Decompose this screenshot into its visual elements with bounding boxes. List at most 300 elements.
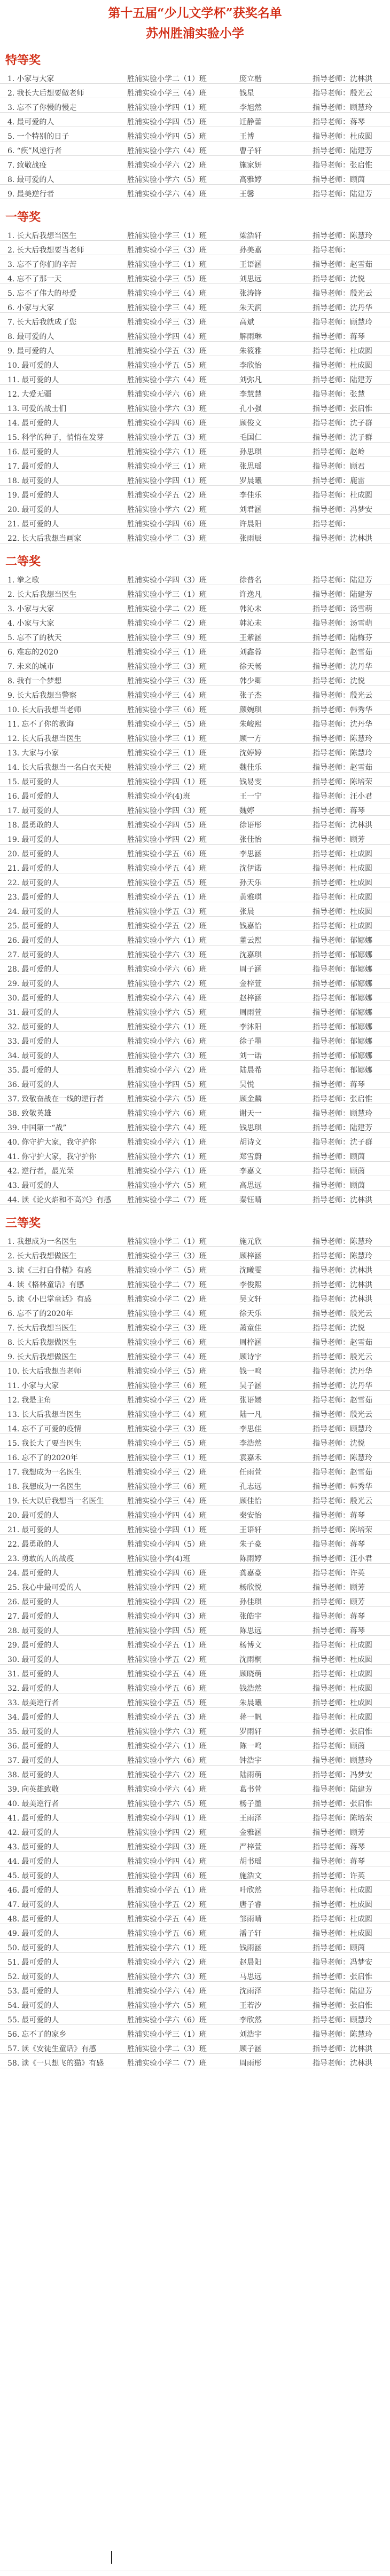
award-entry bbox=[0, 257, 390, 271]
entry-number: 19. bbox=[7, 1497, 20, 1506]
entry-work-title: 最可爱的人 bbox=[21, 922, 59, 931]
entry-teacher: 指导老师：郁娜娜 bbox=[313, 951, 372, 959]
entry-teacher: 指导老师：蒋琴 bbox=[313, 1081, 365, 1089]
entry-rule bbox=[0, 1419, 390, 1420]
entry-rule bbox=[0, 1664, 390, 1665]
entry-title bbox=[7, 2058, 104, 2068]
section-heading: 特等奖 bbox=[5, 53, 41, 67]
entry-teacher: 指导老师：张启惟 bbox=[313, 2002, 372, 2010]
entry-title bbox=[7, 102, 76, 113]
entry-title bbox=[7, 1093, 104, 1104]
entry-number: 39. bbox=[7, 1785, 20, 1794]
entry-teacher: 指导老师：陆梅芬 bbox=[313, 634, 372, 642]
entry-number: 26. bbox=[7, 1598, 20, 1606]
entry-school: 胜浦实验小学六（1）班 bbox=[127, 1023, 207, 1031]
entry-school: 胜浦实验小学六（1）班 bbox=[127, 936, 207, 945]
entry-number: 4. bbox=[7, 1281, 15, 1289]
entry-teacher: 指导老师：杜成圆 bbox=[313, 879, 372, 887]
entry-work-title: 最可爱的人 bbox=[21, 1009, 59, 1017]
entry-school: 胜浦实验小学三（1）班 bbox=[127, 590, 207, 599]
entry-number: 28. bbox=[7, 965, 20, 974]
entry-school: 胜浦实验小学二（1）班 bbox=[127, 1238, 207, 1246]
entry-student: 秦钰晴 bbox=[239, 1196, 262, 1204]
entry-student: 顾子涵 bbox=[239, 2045, 262, 2053]
entry-number: 9. bbox=[7, 691, 15, 700]
award-entry bbox=[0, 1005, 390, 1019]
entry-student: 陈思远 bbox=[239, 1627, 262, 1635]
entry-rule bbox=[0, 1635, 390, 1636]
entry-number: 2. bbox=[7, 590, 15, 599]
entry-teacher: 指导老师：冯梦安 bbox=[313, 1958, 372, 1967]
entry-rule bbox=[0, 384, 390, 385]
entry-rule bbox=[0, 786, 390, 787]
entry-title bbox=[7, 160, 46, 170]
entry-teacher: 指导老师：冯梦安 bbox=[313, 1771, 372, 1779]
entry-school: 胜浦实验小学三（6）班 bbox=[127, 1382, 207, 1390]
entry-school: 胜浦实验小学六（4）班 bbox=[127, 190, 207, 199]
entry-number: 35. bbox=[7, 1066, 20, 1075]
award-entry bbox=[0, 1681, 390, 1695]
entry-student: 周雨萱 bbox=[239, 1009, 262, 1017]
entry-student: 孙思琪 bbox=[239, 448, 262, 456]
award-entry bbox=[0, 1825, 390, 1839]
entry-work-title: 最可爱的人 bbox=[17, 176, 54, 184]
entry-work-title: 小家与大家 bbox=[17, 75, 54, 83]
entry-work-title: 一个特别的日子 bbox=[17, 132, 69, 141]
entry-number: 2. bbox=[7, 246, 15, 255]
entry-school: 胜浦实验小学六（6）班 bbox=[127, 1756, 207, 1765]
entry-title bbox=[7, 1322, 76, 1333]
award-entry bbox=[0, 157, 390, 172]
entry-school: 胜浦实验小学六（6）班 bbox=[127, 965, 207, 974]
entry-number: 3. bbox=[7, 1266, 15, 1275]
entry-number: 35. bbox=[7, 1728, 20, 1736]
entry-student: 杨博文 bbox=[239, 1641, 262, 1650]
entry-student: 马思远 bbox=[239, 1973, 262, 1981]
entry-number: 28. bbox=[7, 1627, 20, 1635]
entry-student: 黄雅琪 bbox=[239, 893, 262, 902]
entry-teacher: 指导老师： bbox=[313, 520, 350, 529]
entry-work-title: “疾”风逆行者 bbox=[17, 147, 62, 155]
entry-work-title: 长大后我想当画家 bbox=[21, 534, 82, 543]
entry-teacher: 指导老师：陈慧玲 bbox=[313, 1454, 372, 1462]
entry-number: 2. bbox=[7, 89, 15, 98]
entry-teacher: 指导老师：沈丹华 bbox=[313, 720, 372, 729]
entry-teacher: 指导老师：郁娜娜 bbox=[313, 994, 372, 1003]
entry-teacher: 指导老师：郁娜娜 bbox=[313, 1066, 372, 1075]
award-entry bbox=[0, 1149, 390, 1163]
entry-teacher: 指导老师：顾慧玲 bbox=[313, 2016, 372, 2024]
entry-title bbox=[7, 345, 54, 356]
entry-work-title: 最勇敢的人 bbox=[21, 821, 59, 830]
entry-work-title: 最可爱的人 bbox=[21, 477, 59, 485]
award-entry bbox=[0, 1565, 390, 1580]
entry-student: 顾俊文 bbox=[239, 419, 262, 428]
entry-school: 胜浦实验小学六（2）班 bbox=[127, 1066, 207, 1075]
entry-work-title: 最可爱的人 bbox=[21, 908, 59, 916]
entry-teacher: 指导老师：蒋琴 bbox=[313, 1857, 365, 1866]
entry-work-title: 最可爱的人 bbox=[21, 1829, 59, 1837]
entry-student: 孙佳琪 bbox=[239, 1598, 262, 1606]
entry-title bbox=[7, 73, 54, 84]
entry-student: 钱雨涵 bbox=[239, 1944, 262, 1952]
award-entry bbox=[0, 601, 390, 616]
entry-rule bbox=[0, 1491, 390, 1492]
entry-title bbox=[7, 632, 61, 643]
entry-number: 37. bbox=[7, 1756, 20, 1765]
entry-title bbox=[7, 1769, 59, 1780]
entry-title bbox=[7, 1137, 96, 1147]
award-sections bbox=[0, 51, 390, 2070]
entry-title bbox=[7, 820, 59, 830]
entry-title bbox=[7, 935, 59, 946]
entry-work-title: 长大后我想当医生 bbox=[21, 735, 82, 743]
entry-teacher: 指导老师：杜成圆 bbox=[313, 491, 372, 500]
entry-teacher: 指导老师：陆建芳 bbox=[313, 576, 372, 585]
entry-rule bbox=[0, 442, 390, 443]
entry-teacher: 指导老师：顾茵 bbox=[313, 1742, 365, 1751]
entry-title bbox=[7, 403, 66, 414]
entry-teacher: 指导老师：殷光云 bbox=[313, 691, 372, 700]
entry-title bbox=[7, 1582, 81, 1593]
entry-work-title: 未来的城市 bbox=[17, 663, 54, 671]
entry-school: 胜浦实验小学三（4）班 bbox=[127, 289, 207, 298]
award-entry bbox=[0, 1421, 390, 1436]
entry-teacher: 指导老师：陈慧玲 bbox=[313, 2030, 372, 2039]
entry-student: 李俊熙 bbox=[239, 1281, 262, 1289]
entry-work-title: 最可爱的人 bbox=[21, 1656, 59, 1664]
entry-work-title: 最可爱的人 bbox=[21, 506, 59, 514]
entry-school: 胜浦实验小学三（6）班 bbox=[127, 1338, 207, 1347]
entry-number: 40. bbox=[7, 1800, 20, 1808]
entry-school: 胜浦实验小学四（2）班 bbox=[127, 1829, 207, 1837]
entry-school: 胜浦实验小学四（5）班 bbox=[127, 1081, 207, 1089]
entry-teacher: 指导老师：陆建芳 bbox=[313, 147, 372, 155]
entry-title bbox=[7, 1683, 59, 1693]
entry-work-title: 最可爱的人 bbox=[21, 1944, 59, 1952]
entry-school: 胜浦实验小学六（4）班 bbox=[127, 1124, 207, 1132]
entry-student: 刘一诺 bbox=[239, 1052, 262, 1060]
entry-number: 20. bbox=[7, 1511, 20, 1520]
entry-number: 19. bbox=[7, 836, 20, 844]
entry-number: 17. bbox=[7, 807, 20, 815]
entry-title bbox=[7, 1438, 81, 1448]
entry-school: 胜浦实验小学六（5）班 bbox=[127, 1095, 207, 1104]
entry-school: 胜浦实验小学四（6）班 bbox=[127, 1569, 207, 1578]
award-entry bbox=[0, 387, 390, 401]
entry-number: 50. bbox=[7, 1944, 20, 1952]
entry-work-title: 最可爱的人 bbox=[21, 951, 59, 959]
entry-work-title: 最可爱的人 bbox=[21, 980, 59, 988]
entry-teacher: 指导老师：沈悦 bbox=[313, 275, 365, 283]
entry-student: 钱嘉怡 bbox=[239, 922, 262, 931]
entry-school: 胜浦实验小学三（1）班 bbox=[127, 261, 207, 269]
entry-student: 刘鑫蓉 bbox=[239, 648, 262, 657]
entry-title bbox=[7, 1495, 104, 1506]
entry-teacher: 指导老师：蒋琴 bbox=[313, 1612, 365, 1621]
entry-teacher: 指导老师：杜成圆 bbox=[313, 361, 372, 370]
entry-work-title: 最可爱的人 bbox=[21, 893, 59, 902]
entry-number: 5. bbox=[7, 289, 15, 298]
entry-teacher: 指导老师：殷光云 bbox=[313, 1497, 372, 1506]
entry-title bbox=[7, 920, 59, 931]
entry-student: 张晨 bbox=[239, 908, 254, 916]
section-heading: 三等奖 bbox=[5, 1216, 41, 1230]
entry-title bbox=[7, 1021, 59, 1032]
entry-rule bbox=[0, 1289, 390, 1290]
entry-number: 9. bbox=[7, 190, 15, 199]
entry-number: 13. bbox=[7, 749, 20, 758]
entry-student: 沈婷婷 bbox=[239, 749, 262, 758]
entry-title bbox=[7, 992, 59, 1003]
entry-work-title: 长大后我想做医生 bbox=[17, 1338, 77, 1347]
entry-student: 张皓宇 bbox=[239, 1612, 262, 1621]
entry-number: 1. bbox=[7, 75, 15, 83]
entry-number: 31. bbox=[7, 1670, 20, 1679]
entry-school: 胜浦实验小学六（5）班 bbox=[127, 1800, 207, 1808]
entry-title bbox=[7, 2029, 66, 2039]
entry-number: 11. bbox=[7, 376, 20, 384]
entry-work-title: 向英雄致敬 bbox=[21, 1785, 59, 1794]
entry-work-title: 小家与大家 bbox=[21, 1382, 59, 1390]
award-entry bbox=[0, 1234, 390, 1248]
award-entry bbox=[0, 1120, 390, 1135]
entry-student: 吴悦 bbox=[239, 1081, 254, 1089]
entry-number: 29. bbox=[7, 1641, 20, 1650]
entry-teacher: 指导老师：杜成圆 bbox=[313, 1670, 372, 1679]
award-entry bbox=[0, 1594, 390, 1609]
entry-number: 57. bbox=[7, 2045, 20, 2053]
entry-title bbox=[7, 762, 111, 773]
entry-rule bbox=[0, 1563, 390, 1564]
entry-student: 韩少卿 bbox=[239, 677, 262, 686]
entry-student: 朱子豪 bbox=[239, 1540, 262, 1549]
entry-teacher: 指导老师：殷光云 bbox=[313, 1353, 372, 1361]
entry-student: 魏婷 bbox=[239, 807, 254, 815]
entry-work-title: 最可爱的人 bbox=[21, 1814, 59, 1823]
entry-work-title: 最可爱的人 bbox=[21, 936, 59, 945]
entry-school: 胜浦实验小学四（6）班 bbox=[127, 1872, 207, 1880]
entry-work-title: 小家与大家 bbox=[17, 605, 54, 613]
award-entry bbox=[0, 1034, 390, 1048]
entry-school: 胜浦实验小学三（3）班 bbox=[127, 1252, 207, 1261]
entry-work-title: 长大后我想当医生 bbox=[17, 1324, 77, 1333]
award-entry bbox=[0, 976, 390, 990]
entry-teacher: 指导老师：蒋琴 bbox=[313, 1511, 365, 1520]
entry-work-title: 最可爱的人 bbox=[21, 1915, 59, 1924]
entry-title bbox=[7, 432, 104, 443]
award-entry bbox=[0, 875, 390, 889]
entry-rule bbox=[0, 1837, 390, 1838]
entry-rule bbox=[0, 1520, 390, 1521]
entry-title bbox=[7, 1798, 59, 1809]
entry-title bbox=[7, 877, 59, 888]
entry-work-title: 最可爱的人 bbox=[21, 1081, 59, 1089]
entry-work-title: 长大后我想当一名白衣天使 bbox=[21, 763, 112, 772]
entry-rule bbox=[0, 83, 390, 84]
entry-school: 胜浦实验小学五（4）班 bbox=[127, 1670, 207, 1679]
entry-work-title: 小家与大家 bbox=[17, 619, 54, 628]
entry-student: 周梓涵 bbox=[239, 1338, 262, 1347]
award-entry bbox=[0, 1263, 390, 1277]
entry-school: 胜浦实验小学三（4）班 bbox=[127, 1310, 207, 1318]
entry-teacher: 指导老师：郁娜娜 bbox=[313, 980, 372, 988]
entry-student: 陈雨婷 bbox=[239, 1555, 262, 1563]
entry-rule bbox=[0, 2053, 390, 2054]
entry-title bbox=[7, 1409, 81, 1420]
entry-student: 陆晨希 bbox=[239, 1066, 262, 1075]
entry-teacher: 指导老师：赵雪茹 bbox=[313, 1338, 372, 1347]
entry-number: 3. bbox=[7, 104, 15, 112]
entry-work-title: 致敬奋战在一线的逆行者 bbox=[21, 1095, 104, 1104]
entry-number: 38. bbox=[7, 1771, 20, 1779]
entry-teacher: 指导老师：沈林洪 bbox=[313, 1295, 372, 1304]
entry-work-title: 最美逆行者 bbox=[21, 1699, 59, 1707]
entry-teacher: 指导老师：沈丹华 bbox=[313, 663, 372, 671]
entry-title bbox=[7, 892, 59, 902]
award-entry bbox=[0, 358, 390, 372]
entry-rule bbox=[0, 1204, 390, 1205]
entry-number: 10. bbox=[7, 1367, 20, 1376]
entry-teacher: 指导老师：沈林洪 bbox=[313, 1281, 372, 1289]
entry-title bbox=[7, 1524, 59, 1535]
entry-rule bbox=[0, 1017, 390, 1018]
entry-student: 钟浩宇 bbox=[239, 1756, 262, 1765]
entry-school: 胜浦实验小学六（3）班 bbox=[127, 1973, 207, 1981]
entry-school: 胜浦实验小学五（5）班 bbox=[127, 361, 207, 370]
entry-school: 胜浦实验小学四（1）班 bbox=[127, 104, 207, 112]
entry-number: 20. bbox=[7, 506, 20, 514]
entry-school: 胜浦实验小学三（4）班 bbox=[127, 1497, 207, 1506]
entry-title bbox=[7, 461, 59, 471]
entry-rule bbox=[0, 370, 390, 371]
entry-school: 胜浦实验小学六（6）班 bbox=[127, 1037, 207, 1046]
entry-title bbox=[7, 805, 59, 816]
entry-title bbox=[7, 964, 59, 974]
entry-number: 21. bbox=[7, 864, 20, 873]
entry-teacher: 指导老师：蒋琴 bbox=[313, 807, 365, 815]
entry-teacher: 指导老师：赵雪茹 bbox=[313, 261, 372, 269]
entry-number: 25. bbox=[7, 922, 20, 931]
entry-work-title: 最可爱的人 bbox=[21, 448, 59, 456]
entry-teacher: 指导老师：韩秀华 bbox=[313, 706, 372, 714]
award-entry bbox=[0, 1753, 390, 1767]
entry-title bbox=[7, 1942, 59, 1953]
entry-title bbox=[7, 1165, 74, 1176]
entry-title bbox=[7, 273, 61, 284]
entry-number: 18. bbox=[7, 821, 20, 830]
entry-teacher: 指导老师：陆建芳 bbox=[313, 1987, 372, 1996]
entry-number: 18. bbox=[7, 477, 20, 485]
award-entry bbox=[0, 1407, 390, 1421]
entry-title bbox=[7, 475, 59, 486]
entry-student: 沈嘉琪 bbox=[239, 951, 262, 959]
entry-student: 魏佳乐 bbox=[239, 763, 262, 772]
entry-student: 高雅婷 bbox=[239, 176, 262, 184]
entry-rule bbox=[0, 743, 390, 744]
entry-title bbox=[7, 1036, 59, 1046]
entry-school: 胜浦实验小学三（2）班 bbox=[127, 1468, 207, 1477]
entry-rule bbox=[0, 485, 390, 486]
entry-work-title: 最可爱的人 bbox=[21, 994, 59, 1003]
entry-work-title: 最可爱的人 bbox=[21, 864, 59, 873]
entry-title bbox=[7, 747, 59, 758]
award-entry bbox=[0, 1464, 390, 1479]
entry-rule bbox=[0, 269, 390, 270]
entry-title bbox=[7, 360, 59, 371]
entry-school: 胜浦实验小学三（2）班 bbox=[127, 1396, 207, 1405]
entry-school: 胜浦实验小学五（2）班 bbox=[127, 1901, 207, 1909]
award-entry bbox=[0, 990, 390, 1005]
entry-rule bbox=[0, 2010, 390, 2011]
entry-student: 杨子墨 bbox=[239, 1800, 262, 1808]
entry-student: 刘思远 bbox=[239, 275, 262, 283]
entry-school: 胜浦实验小学三（1）班 bbox=[127, 1454, 207, 1462]
entry-student: 韩沁未 bbox=[239, 619, 262, 628]
entry-school: 胜浦实验小学六（4）班 bbox=[127, 1785, 207, 1794]
entry-teacher: 指导老师：杜成圆 bbox=[313, 1713, 372, 1722]
award-entry bbox=[0, 300, 390, 314]
award-entry bbox=[0, 789, 390, 803]
entry-school: 胜浦实验小学四（2）班 bbox=[127, 836, 207, 844]
entry-work-title: 忘不了可爱的疫情 bbox=[21, 1425, 82, 1433]
entry-number: 6. bbox=[7, 1310, 15, 1318]
award-entry bbox=[0, 372, 390, 387]
entry-teacher: 指导老师：赵雪茹 bbox=[313, 763, 372, 772]
entry-number: 3. bbox=[7, 261, 15, 269]
entry-teacher: 指导老师：沈丹华 bbox=[313, 304, 372, 312]
award-entry bbox=[0, 731, 390, 745]
entry-number: 15. bbox=[7, 778, 20, 786]
entry-school: 胜浦实验小学三（3）班 bbox=[127, 318, 207, 327]
entry-student: 朱天润 bbox=[239, 304, 262, 312]
entry-title bbox=[7, 589, 76, 600]
entry-teacher: 指导老师：陆建芳 bbox=[313, 190, 372, 199]
entry-teacher: 指导老师：郁娜娜 bbox=[313, 1023, 372, 1031]
entry-number: 40. bbox=[7, 1138, 20, 1147]
entry-student: 顾金麟 bbox=[239, 1095, 262, 1104]
entry-student: 吴文轩 bbox=[239, 1295, 262, 1304]
entry-title bbox=[7, 719, 74, 729]
entry-work-title: 长大后我想当老师 bbox=[21, 706, 82, 714]
entry-title bbox=[7, 1870, 59, 1881]
entry-title bbox=[7, 1481, 81, 1492]
entry-student: 顾佳怡 bbox=[239, 1497, 262, 1506]
entry-title bbox=[7, 1079, 59, 1090]
entry-student: 张子杰 bbox=[239, 691, 262, 700]
entry-rule bbox=[0, 1880, 390, 1881]
entry-student: 陈一鸣 bbox=[239, 1742, 262, 1751]
entry-work-title: 小家与大家 bbox=[17, 304, 54, 312]
entry-title bbox=[7, 1841, 59, 1852]
entry-title bbox=[7, 145, 62, 156]
entry-school: 胜浦实验小学四（5）班 bbox=[127, 821, 207, 830]
entry-work-title: 勇敢的人的战疫 bbox=[21, 1555, 74, 1563]
entry-number: 22. bbox=[7, 1540, 20, 1549]
entry-teacher: 指导老师：顾茵 bbox=[313, 1944, 365, 1952]
award-entry bbox=[0, 861, 390, 875]
page-title: 第十五届“少儿文学杯”获奖名单 bbox=[108, 6, 282, 20]
award-entry bbox=[0, 114, 390, 129]
entry-school: 胜浦实验小学五（3）班 bbox=[127, 1713, 207, 1722]
entry-student: 王紫涵 bbox=[239, 634, 262, 642]
entry-teacher: 指导老师：郁娜娜 bbox=[313, 936, 372, 945]
entry-work-title: 最可爱的人 bbox=[21, 1569, 59, 1578]
entry-teacher: 指导老师：赵雪茹 bbox=[313, 1396, 372, 1405]
entry-teacher: 指导老师：顾茵 bbox=[313, 1153, 365, 1161]
entry-work-title: 最美逆行者 bbox=[17, 190, 54, 199]
entry-rule bbox=[0, 1246, 390, 1247]
